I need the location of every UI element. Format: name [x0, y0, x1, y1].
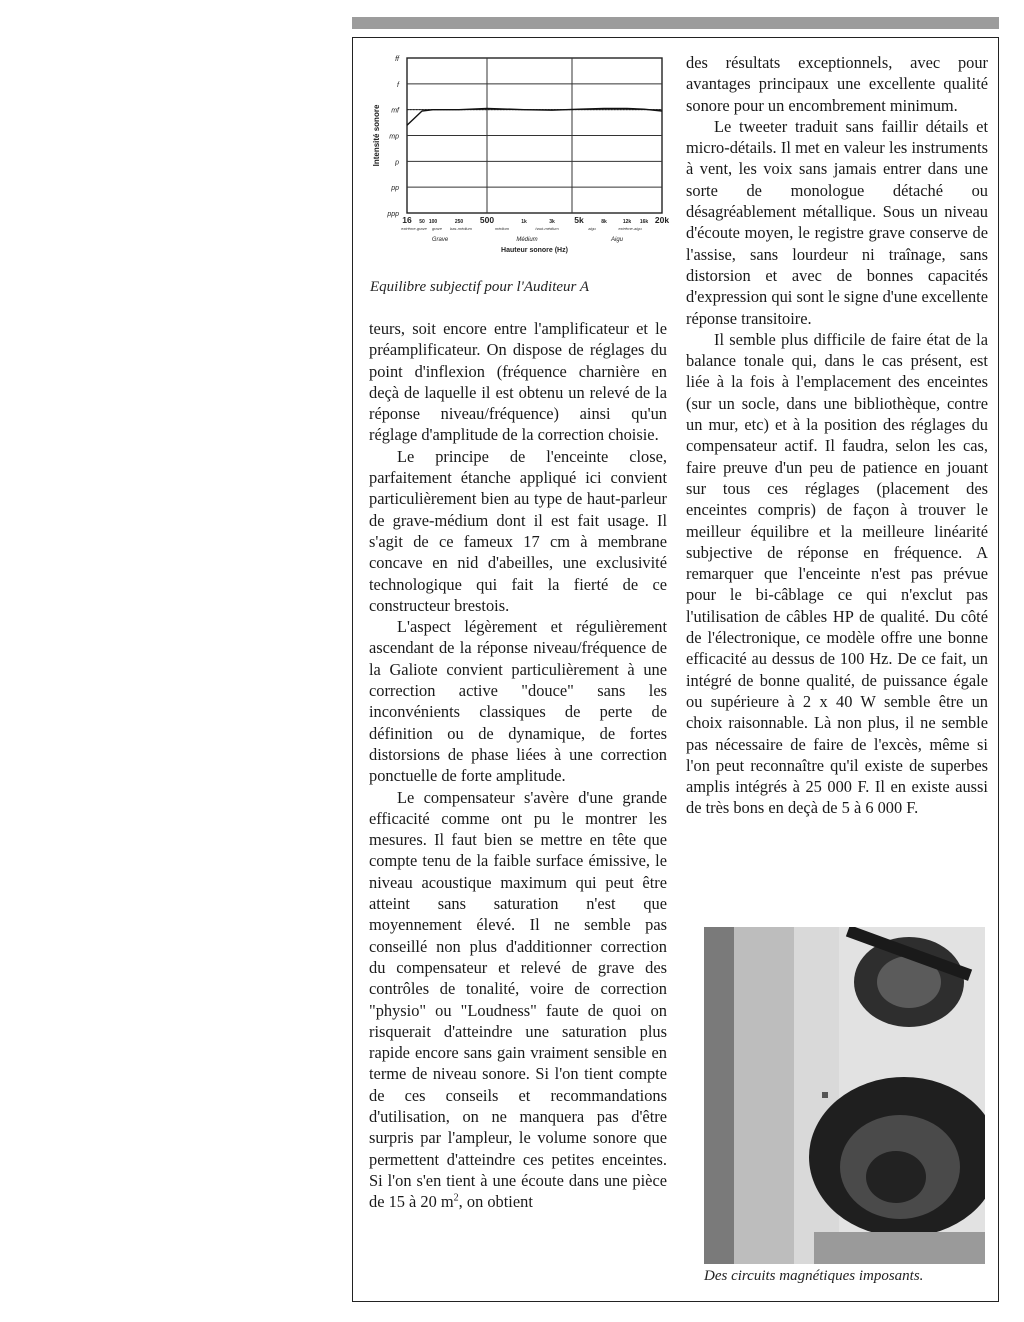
x-tick-label: 8k [601, 219, 607, 225]
x-tick-label: 50 [419, 219, 425, 225]
photo-caption: Des circuits magnétiques imposants. [704, 1268, 924, 1284]
x-tick-label: 5k [574, 215, 584, 225]
paragraph-text: Le compensateur s'avère d'une grande efficacité comme ont pu le montrer les mesures. Il faut bien se mettre en tête que compte tenu de la faible surface émissive, le niveau acoustique maximum qui peut être atteint sans saturation n'est que moyennement élevé. Il ne semble pas conseillé non plus d'additionner correction du compensateur et relevé de grave des contrôles de tonalité, voire de correction "physio" ou "Loudness" faute de quoi on risquerait d'atteindre une saturation plus rapide encore sans gain vraiment sensible en terme de niveau sonore. Si l'on tient compte de ces conseils et recommandations d'utilisation, on ne manquera pas d'être surpris par l'ampleur, le volume sonore que permettent d'atteindre ces petites enceintes. Si l'on s'en tient à une écoute dans une pièce de 15 à 20 m [369, 787, 667, 1212]
x-tick-label: 16k [639, 219, 649, 225]
paragraph: teurs, soit encore entre l'amplificateur et le préamplificateur. On dispose de réglages du point d'inflexion (fréquence charnière en deçà de laquelle il est obtenu un relevé de la réponse niveau/fréquence) ainsi qu'un réglage d'amplitude de la correction choisie. [369, 319, 667, 445]
x-tick-label: 500 [479, 215, 495, 225]
x-band-label: bas-médium [449, 226, 473, 231]
y-tick-label: f [397, 81, 399, 89]
x-band-label: aigu [588, 226, 596, 231]
paragraph [369, 787, 667, 1213]
series-line [407, 108, 662, 125]
speaker-photo [704, 927, 985, 1264]
y-axis-label: Intensité sonore [372, 104, 381, 167]
x-region-label: Médium [516, 237, 538, 243]
y-tick-label: mp [389, 133, 399, 141]
paragraph: L'aspect légèrement et régulièrement ascendant de la réponse niveau/fréquence de la Galiote convient particulièrement à une correction active "douce" sans les inconvénients classiques de perte de définition ou de dynamique, de fortes distorsions de phase liées à une correction ponctuelle de forte amplitude. [369, 617, 667, 786]
speaker-photo-image [704, 927, 985, 1264]
paragraph: des résultats exceptionnels, avec pour avantages principaux une excellente qualité sonore pour un encombrement minimum. [686, 53, 988, 115]
x-band-label: extrême-aigu [618, 226, 642, 231]
header-rule [352, 17, 999, 29]
y-tick-label: mf [391, 107, 399, 115]
paragraph: Il semble plus difficile de faire état de la balance tonale qui, dans le cas présent, est liée à la fois à l'emplacement des enceintes (sur un socle, dans une bibliothèque, contre un mur, etc) et à la position des réglages du compensateur actif. Il faudra, selon les cas, faire preuve d'un peu de patience en jouant sur tous ces réglages (placement des enceintes compris) de façon à trouver le meilleur équilibre et la meilleure linéarité subjective de réponse en fréquence. A remarquer que l'enceinte n'est pas prévue pour le bi-câblage ce qui n'exclut pas l'utilisation de câbles HP de qualité. Du côté de l'électronique, ce modèle offre une bonne efficacité au dessus de 100 Hz. De ce fait, un intégré de bonne qualité, de puissance égale ou supérieure à 2 x 40 W semble être un choix raisonnable. Là non plus, il ne semble pas nécessaire de faire de l'excès, même si l'on peut reconnaître qu'il existe de superbes amplis intégrés à 25 000 F. Il en existe aussi de très bons en deçà de 5 à 6 000 F. [686, 329, 988, 818]
x-band-label: médium [494, 226, 510, 231]
y-tick-label: ppp [387, 211, 399, 218]
superscript: 2 [453, 1192, 459, 1204]
paragraph-text-end: , on obtient [458, 1192, 533, 1212]
x-tick-label: 100 [428, 219, 438, 225]
x-region-label: Aigu [610, 237, 624, 243]
y-tick-label: ff [395, 56, 399, 63]
y-tick-label: pp [391, 185, 399, 193]
x-tick-label: 250 [454, 219, 464, 225]
left-column [369, 318, 667, 1212]
response-chart [362, 48, 682, 272]
x-region-label: Grave [431, 237, 449, 243]
paragraph: Le tweeter traduit sans faillir détails et micro-détails. Il met en valeur les instruments à vent, les voix sans jamais entrer dans une sorte de monologue détaché ou désagréablement métallique. Sous un niveau d'écoute moyen, le registre grave conserve de l'assise, sans lourdeur ni traînage, sans distorsion et avec de bonnes capacités d'expression qui sont le signe d'une excellente réponse transitoire. [686, 116, 988, 328]
right-column [686, 52, 988, 819]
paragraph: Le principe de l'enceinte close, parfaitement étanche appliqué ici convient particulièrement bien au type de haut-parleur de grave-médium dont il est fait usage. Il s'agit de ce fameux 17 cm à membrane concave en nid d'abeilles, une exclusivité technologique qui fait la fierté de ce constructeur brestois. [369, 446, 667, 615]
x-tick-label: 1k [521, 219, 527, 225]
x-band-label: extrême-grave [401, 226, 427, 231]
x-tick-label: 16 [402, 215, 412, 225]
x-tick-label: 3k [549, 219, 555, 225]
x-band-label: grave [431, 226, 443, 231]
x-tick-label: 12k [622, 219, 632, 225]
y-tick-label: p [395, 159, 399, 167]
x-axis-label: Hauteur sonore (Hz) [501, 247, 568, 254]
chart-svg [362, 48, 682, 272]
x-tick-label: 20k [654, 215, 670, 225]
x-band-label: haut-médium [535, 226, 559, 231]
chart-caption: Equilibre subjectif pour l'Auditeur A [370, 279, 590, 295]
